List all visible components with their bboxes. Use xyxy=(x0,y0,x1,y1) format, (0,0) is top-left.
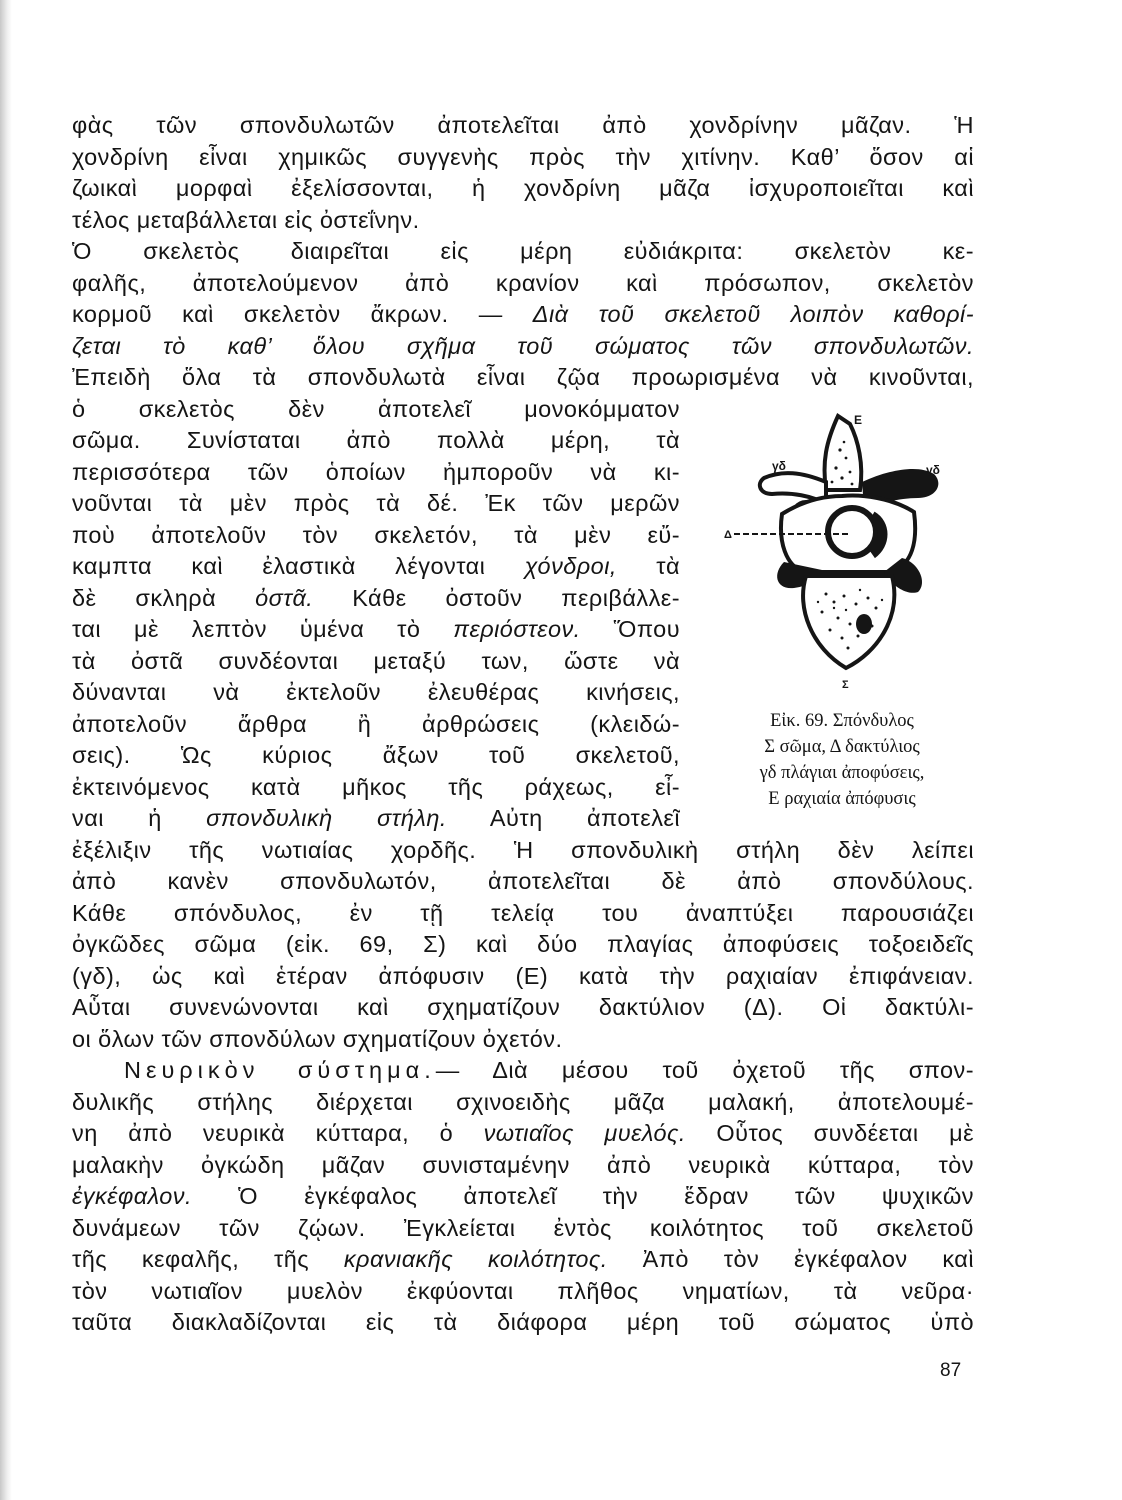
text-line: μαλακὴν ὀγκώδη μᾶζαν συνισταμένην ἀπὸ νευρικὰ κύτταρα, τὸν xyxy=(72,1151,974,1178)
text-line: ποὺ ἀποτελοῦν τὸν σκελετόν, τὰ μὲν εὔ- xyxy=(72,521,680,548)
label-left: γδ xyxy=(772,459,786,473)
body-foramen xyxy=(856,614,872,634)
section-heading: Νευρικὸν σύστημα. xyxy=(124,1057,436,1083)
text-line: Κάθε σπόνδυλος, ἐν τῇ τελείᾳ του ἀναπτύξει παρουσιάζει xyxy=(72,899,974,926)
label-right: γδ xyxy=(926,463,940,477)
text-line: χονδρίνη εἶναι χημικῶς συγγενὴς πρὸς τὴν χιτίνην. Καθ’ ὅσον αἱ xyxy=(72,143,974,170)
text-line: ται μὲ λεπτὸν ὑμένα τὸ περιόστεον. Ὅπου xyxy=(72,616,680,642)
caption-line: γδ πλάγιαι ἀποφύσεις, xyxy=(759,763,925,783)
text-line: ταῦτα διακλαδίζονται εἰς τὰ διάφορα μέρη τοῦ σώματος ὑπὸ xyxy=(72,1309,974,1335)
text-line: Ἐπειδὴ ὅλα τὰ σπονδυλωτὰ εἶναι ζῷα προωρισμένα νὰ κινοῦνται, xyxy=(72,364,974,390)
label-top: Ε xyxy=(854,413,863,427)
text-line: Νευρικὸν σύστημα.— Διὰ μέσου τοῦ ὀχετοῦ τῆς σπον- xyxy=(124,1057,974,1083)
neural-ring xyxy=(828,508,876,556)
text-line: περισσότερα τῶν ὁποίων ἠμποροῦν νὰ κι- xyxy=(72,458,680,485)
caption-line: Ε ραχιαία ἀπόφυσις xyxy=(768,789,916,809)
text-line: φὰς τῶν σπονδυλωτῶν ἀποτελεῖται ἀπὸ χονδρίνην μᾶζαν. Ἡ xyxy=(72,112,974,138)
text-line: σεις). Ὡς κύριος ἄξων τοῦ σκελετοῦ, xyxy=(72,742,680,768)
text-line: δύνανται νὰ ἐκτελοῦν ἐλευθέρας κινήσεις, xyxy=(72,679,680,705)
caption-line: Εἰκ. 69. Σπόνδυλος xyxy=(770,711,914,731)
label-ring: Δ xyxy=(724,529,732,541)
text-line: (γδ), ὡς καὶ ἑτέραν ἀπόφυσιν (Ε) κατὰ τὴν ραχιαίαν ἐπιφάνειαν. xyxy=(72,962,974,989)
label-body: Σ xyxy=(842,679,849,691)
text-line: φαλῆς, ἀποτελούμενον ἀπὸ κρανίον καὶ πρόσωπον, σκελετὸν xyxy=(72,269,974,296)
text-line: τέλος μεταβάλλεται εἰς ὀστεΐνην. xyxy=(72,206,420,233)
text-line: ὀγκῶδες σῶμα (εἰκ. 69, Σ) καὶ δύο πλαγίας ἀποφύσεις τοξοειδεῖς xyxy=(72,931,974,957)
text-line: νη ἀπὸ νευρικὰ κύτταρα, ὁ νωτιαῖος μυελός. Οὗτος συνδέεται μὲ xyxy=(72,1120,974,1146)
text-line: τὰ ὀστᾶ συνδέονται μεταξύ των, ὥστε νὰ xyxy=(72,647,680,674)
text-line: δὲ σκληρὰ ὀστᾶ. Κάθε ὀστοῦν περιβάλλε- xyxy=(72,584,680,611)
text-line: σῶμα. Συνίσταται ἀπὸ πολλὰ μέρη, τὰ xyxy=(72,427,680,453)
text-line: ἀποτελοῦν ἄρθρα ἢ ἀρθρώσεις (κλειδώ- xyxy=(72,710,680,737)
caption-line: Σ σῶμα, Δ δακτύλιος xyxy=(764,737,920,757)
text-line: κορμοῦ καὶ σκελετὸν ἄκρων. — Διὰ τοῦ σκελετοῦ λοιπὸν καθορί- xyxy=(72,301,974,327)
text-line: ναι ἡ σπονδυλικὴ στήλη. Αὐτη ἀποτελεῖ xyxy=(72,805,680,831)
text-line: ζωικαὶ μορφαὶ ἐξελίσσονται, ἡ χονδρίνη μᾶζα ἰσχυροποιεῖται καὶ xyxy=(72,175,974,201)
text-line: καμπτα καὶ ἐλαστικὰ λέγονται χόνδροι, τὰ xyxy=(72,553,680,579)
text-line: Αὗται συνενώνονται καὶ σχηματίζουν δακτύλιον (Δ). Οἱ δακτύλι- xyxy=(72,994,974,1020)
vertebral-body xyxy=(803,576,894,668)
vertebra-figure xyxy=(710,412,974,812)
text-line: ἐκτεινόμενος κατὰ μῆκος τῆς ράχεως, εἶ- xyxy=(72,773,680,800)
text-line: τὸν νωτιαῖον μυελὸν ἐκφύονται πλῆθος νηματίων, τὰ νεῦρα· xyxy=(72,1277,974,1304)
figure-caption xyxy=(710,708,974,812)
text-line: τῆς κεφαλῆς, τῆς κρανιακῆς κοιλότητος. Ἀπὸ τὸν ἐγκέφαλον καὶ xyxy=(72,1246,974,1272)
text-line: ἐξέλιξιν τῆς νωτιαίας χορδῆς. Ἡ σπονδυλικὴ στήλη δὲν λείπει xyxy=(72,836,974,863)
text-line: Ὁ σκελετὸς διαιρεῖται εἰς μέρη εὐδιάκριτα: σκελετὸν κε- xyxy=(72,238,974,264)
book-spine-shadow xyxy=(0,0,12,1500)
text-line: ἐγκέφαλον. Ὁ ἐγκέφαλος ἀποτελεῖ τὴν ἕδραν τῶν ψυχικῶν xyxy=(72,1183,974,1209)
text-line: οι ὅλων τῶν σπονδύλων σχηματίζουν ὀχετόν. xyxy=(72,1025,563,1052)
text-line: δυλικῆς στήλης διέρχεται σχινοειδὴς μᾶζα μαλακή, ἀποτελουμέ- xyxy=(72,1088,974,1115)
text-line: ζεται τὸ καθ’ ὅλου σχῆμα τοῦ σώματος τῶν σπονδυλωτῶν. xyxy=(72,332,974,359)
text-line: ὁ σκελετὸς δὲν ἀποτελεῖ μονοκόμματον xyxy=(72,395,680,422)
page-number: 87 xyxy=(940,1360,962,1381)
text-line: δυνάμεων τῶν ζῴων. Ἐγκλείεται ἐντὸς κοιλότητος τοῦ σκελετοῦ xyxy=(72,1214,974,1241)
text-line: νοῦνται τὰ μὲν πρὸς τὰ δέ. Ἐκ τῶν μερῶν xyxy=(72,490,680,516)
text-line: ἀπὸ κανὲν σπονδυλωτόν, ἀποτελεῖται δὲ ἀπὸ σπονδύλους. xyxy=(72,868,974,894)
vertebra-illustration xyxy=(722,412,962,694)
